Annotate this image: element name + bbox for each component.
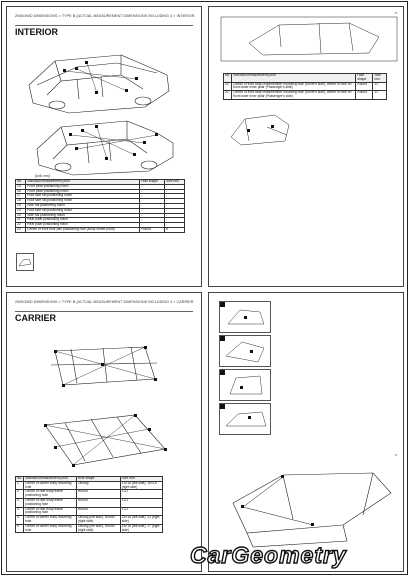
detail-image-3 bbox=[219, 369, 271, 401]
cell-col-hole-shape: - bbox=[140, 218, 165, 223]
cell-col-size: 16×18 (left side), 17 (right side) bbox=[120, 524, 162, 533]
cell-col-point: Center of front seat crossmember mounting hole (Driver's side), center of hole on front lower inner pillar (Passenger's side) bbox=[232, 82, 356, 91]
page-interior-continued bbox=[208, 6, 404, 287]
cell-col-size: 8 bbox=[165, 227, 185, 232]
cell-col-point: Center of carrier body mounting hole bbox=[24, 524, 77, 533]
cell-col-point: Center of carrier body mounting hole bbox=[24, 516, 77, 525]
header-col-hole-shape: Hole shape bbox=[356, 74, 373, 83]
cell-col-point: Center of rear body frame positioning hole bbox=[24, 498, 77, 507]
cell-col-hole-shape: - bbox=[140, 199, 165, 204]
cell-col-no: 4 bbox=[16, 507, 24, 516]
cell-col-hole-shape: Oblong (left side), Round (right side) bbox=[76, 516, 120, 525]
cell-col-hole-shape: Round bbox=[356, 91, 373, 100]
cell-col-size: - bbox=[165, 203, 185, 208]
breadcrumb: 2WD/4WD DIMENSIONS > TYPE B (ACTUAL MEASUREMENT DIMENSIONS INCLUDING 4 > INTERIOR bbox=[15, 14, 195, 18]
cell-col-no: 16 bbox=[16, 189, 26, 194]
cell-col-hole-shape: Round bbox=[76, 490, 120, 499]
carrier-table bbox=[15, 476, 163, 533]
page-title: CARRIER bbox=[15, 313, 57, 323]
carrier-bed-diagram bbox=[223, 463, 399, 553]
page-marker: ▪▪ bbox=[394, 11, 397, 15]
cell-col-size: 13.2 bbox=[120, 498, 162, 507]
table-row bbox=[16, 227, 185, 232]
interior-cont-table bbox=[223, 73, 387, 100]
cell-col-hole-shape: Oblong bbox=[76, 481, 120, 490]
cell-col-no: 18 bbox=[16, 199, 26, 204]
cell-col-no: 21 bbox=[224, 91, 232, 100]
cell-col-no: 20 bbox=[224, 82, 232, 91]
cell-col-size: 13.2 bbox=[120, 507, 162, 516]
cell-col-point: Center of rear body frame positioning hole bbox=[24, 507, 77, 516]
cell-col-point: Side rail positioning notch bbox=[26, 203, 140, 208]
page-carrier-details bbox=[208, 292, 404, 572]
header-col-point: Standard measurement point bbox=[24, 477, 77, 482]
cell-col-hole-shape: - bbox=[140, 203, 165, 208]
svg-text:CarGeometry: CarGeometry bbox=[190, 542, 347, 568]
cell-col-point: Rear pillar positioning notch bbox=[26, 218, 140, 223]
cell-col-hole-shape: Round bbox=[76, 507, 120, 516]
cell-col-hole-shape: Round bbox=[76, 498, 120, 507]
cell-col-point: Center of front floor pan positioning hole (Body center point) bbox=[26, 227, 140, 232]
header-col-point: Standard measurement point bbox=[26, 180, 140, 185]
cell-col-point: Side rail positioning notch bbox=[26, 213, 140, 218]
table-row bbox=[224, 91, 387, 100]
detail-image-2 bbox=[219, 335, 271, 367]
cell-col-hole-shape: Round bbox=[356, 82, 373, 91]
cell-col-no: 15 bbox=[16, 184, 26, 189]
cell-col-no: 21 bbox=[16, 218, 26, 223]
thumbnail-image bbox=[16, 253, 34, 271]
cell-col-size: - bbox=[165, 223, 185, 228]
header-col-hole-shape: Hole shape bbox=[76, 477, 120, 482]
table-row bbox=[16, 498, 163, 507]
cell-col-point: Center of rear body frame positioning hole bbox=[24, 490, 77, 499]
cell-col-hole-shape: Oblong (left side), Round (right side) bbox=[76, 524, 120, 533]
cell-col-size: - bbox=[165, 213, 185, 218]
cell-col-size: - bbox=[165, 199, 185, 204]
cell-col-no: 23 bbox=[16, 227, 26, 232]
cell-col-no: 22 bbox=[16, 223, 26, 228]
cell-col-size: 16×18 (left side), 13 (right side) bbox=[120, 516, 162, 525]
cell-col-hole-shape: Round bbox=[140, 227, 165, 232]
cell-col-no: 3 bbox=[16, 498, 24, 507]
cell-col-no: 5 bbox=[16, 516, 24, 525]
header-col-hole-shape: Hole shape bbox=[140, 180, 165, 185]
header-col-no: No. bbox=[17, 476, 23, 480]
divider bbox=[15, 311, 193, 312]
cell-col-point: Rear pillar positioning notch bbox=[26, 223, 140, 228]
cargeometry-logo bbox=[186, 541, 404, 569]
cell-col-point: Front pillar positioning notch bbox=[26, 189, 140, 194]
cell-col-point: Roof side rail positioning notch bbox=[26, 208, 140, 213]
cell-col-hole-shape: - bbox=[140, 213, 165, 218]
cell-col-size: - bbox=[165, 189, 185, 194]
breadcrumb: 2WD/4WD DIMENSIONS > TYPE B (ACTUAL MEASUREMENT DIMENSIONS INCLUDING 4 > CARRIER bbox=[15, 300, 194, 304]
detail-image-1 bbox=[219, 301, 271, 333]
cell-col-hole-shape: - bbox=[140, 223, 165, 228]
header-col-size: Size mm bbox=[120, 477, 162, 482]
table-row bbox=[16, 516, 163, 525]
cell-col-size: - bbox=[165, 208, 185, 213]
carrier-frame-diagram bbox=[25, 335, 185, 475]
page-carrier bbox=[6, 292, 202, 572]
header-col-size: Size mm bbox=[373, 74, 387, 83]
cell-col-hole-shape: - bbox=[140, 189, 165, 194]
cell-col-no: 20 bbox=[16, 213, 26, 218]
header-col-no: No. bbox=[16, 180, 26, 185]
cell-col-hole-shape: - bbox=[140, 184, 165, 189]
cell-col-point: Center of carrier body mounting hole bbox=[24, 481, 77, 490]
cell-col-hole-shape: - bbox=[140, 208, 165, 213]
cell-col-size: 11 bbox=[373, 91, 387, 100]
page-interior bbox=[6, 6, 202, 287]
detail-image-4 bbox=[219, 403, 271, 435]
cell-col-size: 13.2 bbox=[120, 490, 162, 499]
page-title: INTERIOR bbox=[15, 27, 59, 37]
cell-col-no: 2 bbox=[16, 490, 24, 499]
cell-col-point: Roof side rail positioning notch bbox=[26, 194, 140, 199]
pillar-detail-diagram bbox=[227, 107, 297, 149]
unit-note: [Unit: mm] bbox=[35, 174, 50, 178]
cell-col-no: 19 bbox=[16, 208, 26, 213]
cell-col-no: 1 bbox=[16, 481, 24, 490]
cell-col-hole-shape: - bbox=[140, 194, 165, 199]
cell-col-size: 13×18 (left side), 16×18 (right side) bbox=[120, 481, 162, 490]
header-col-point: Standard measurement point bbox=[232, 74, 356, 83]
cell-col-point: Front pillar positioning notch bbox=[26, 184, 140, 189]
cell-col-no: 17 bbox=[16, 194, 26, 199]
page-marker: ▪▪ bbox=[394, 453, 397, 457]
cell-col-size: - bbox=[165, 184, 185, 189]
interior-body-diagram bbox=[17, 41, 195, 179]
header-col-size: Size mm bbox=[165, 180, 185, 185]
cell-col-no: 6 bbox=[16, 524, 24, 533]
cabin-top-diagram bbox=[219, 13, 399, 65]
cell-col-size: 11 bbox=[373, 82, 387, 91]
cell-col-size: - bbox=[165, 218, 185, 223]
table-row bbox=[16, 524, 163, 533]
cell-col-point: Roof side rail positioning notch bbox=[26, 199, 140, 204]
cell-col-point: Center of front seat crossmember mounting hole (Driver's side), center of hole on front lower inner pillar (Passenger's side) bbox=[232, 91, 356, 100]
header-col-no: No. bbox=[224, 74, 232, 83]
cell-col-no: 19 bbox=[16, 203, 26, 208]
divider bbox=[15, 25, 193, 26]
interior-table bbox=[15, 179, 185, 233]
cell-col-size: - bbox=[165, 194, 185, 199]
